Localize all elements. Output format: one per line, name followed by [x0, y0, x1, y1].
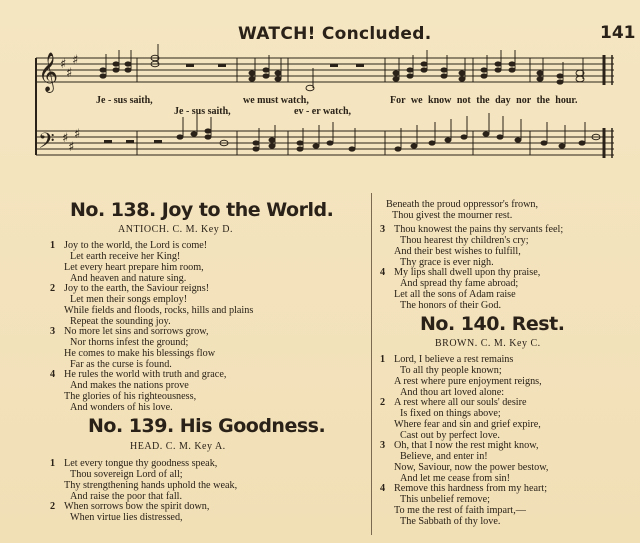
key-signature [60, 53, 80, 155]
svg-text:♯: ♯ [68, 140, 75, 155]
bass-lyric-1: Je - sus saith, [174, 106, 231, 117]
svg-text:♯: ♯ [72, 53, 79, 68]
svg-text:♯: ♯ [74, 127, 81, 142]
treble-notes [100, 55, 585, 91]
bass-staff [36, 131, 614, 155]
treble-lyric-3: For we know not the day nor the hour. [390, 95, 578, 106]
treble-lyric-2: we must watch, [243, 95, 309, 106]
hymn-140-tune: BROWN. C. M. Key C. [435, 338, 541, 349]
svg-text:♯: ♯ [66, 66, 73, 81]
page-title: WATCH! Concluded. [238, 24, 432, 44]
page-number: 141 [600, 23, 636, 43]
svg-text:♯: ♯ [60, 57, 67, 72]
column-divider [371, 193, 372, 535]
hymnal-page: WATCH! Concluded. 141 𝄞 𝄢 ♯ ♯ ♯ ♯ ♯ ♯ Je - sus saith, we must watch, For we know not the day nor the hour. Je - sus saith, ev - er watch, No. 138. Joy to the World. ANTIOCH. C. M. Key D. 1 Joy to the world, the Lord is come! Let earth receive her King! Let every heart prepare him room, And heaven and nature sing. 2 Joy to the earth, the Saviour reigns! Let men their songs employ! While fields and floods, rocks, hills and plains Repeat the sounding joy. 3 No more let sins and sorrows grow, Nor thorns infest the ground; He comes to make his blessings flow Far as the curse is found. 4 He rules the world with truth and grace, And makes the nations prove The glories of his righteousness, And wonders of his love. No. 139. His Goodness. HEAD. C. M. Key A. 1 Let every tongue thy goodness speak, Thou sovereign Lord of all; Thy strengthening hands uphold the weak, And raise the poor that fall. 2 When sorrows bow the spirit down, When virtue lies distressed, Beneath the proud oppressor's frown, Thou givest the mourner rest. 3 Thou knowest the pains thy servants feel; Thou hearest thy children's cry; And their best wishes to fulfill, Thy grace is ever nigh. 4 My lips shall dwell upon thy praise, And spread thy fame abroad; Let all the sons of Adam raise The honors of their God. No. 140. Rest. BROWN. C. M. Key C. 1 Lord, I believe a rest remains To all thy people known; A rest where pure enjoyment reigns, And thou art loved alone: 2 A rest where all our souls' desire Is fixed on things above; Where fear and sin and grief expire, Cast out by perfect love. 3 Oh, that I now the rest might know, Believe, and enter in! Now, Saviour, now the power bestow, And let me cease from sin! 4 Remove this hardness from my heart; This unbelief remove; To me the rest of faith impart,— The Sabbath of thy love. [0, 0, 640, 543]
hymn-139-tune: HEAD. C. M. Key A. [130, 441, 226, 452]
svg-text:♯: ♯ [62, 131, 69, 146]
bass-clef-icon: 𝄢 [38, 129, 55, 159]
hymn-138-title: No. 138. Joy to the World. [70, 199, 334, 221]
hymn-138-tune: ANTIOCH. C. M. Key D. [118, 224, 233, 235]
hymn-139-title: No. 139. His Goodness. [88, 415, 326, 437]
treble-staff [36, 58, 614, 82]
hymn-140-title: No. 140. Rest. [420, 313, 565, 335]
treble-clef-icon: 𝄞 [38, 52, 59, 92]
bass-notes [177, 128, 601, 151]
treble-lyric-1: Je - sus saith, [96, 95, 153, 106]
bass-lyric-2: ev - er watch, [294, 106, 352, 117]
